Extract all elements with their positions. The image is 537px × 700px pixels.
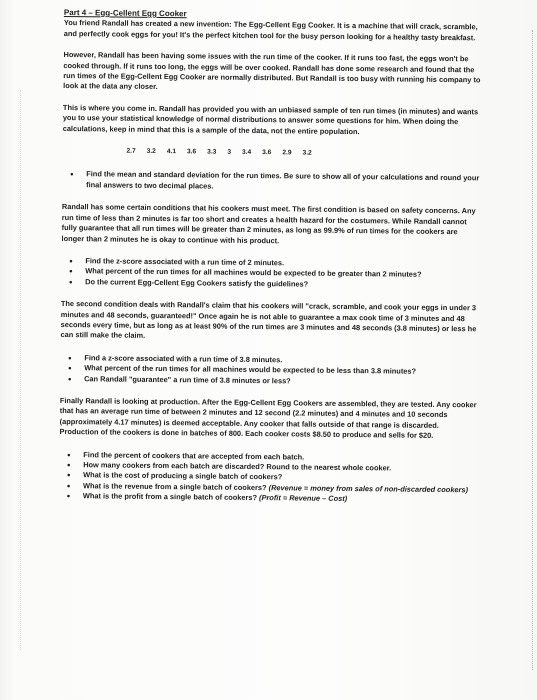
run-times-data	[126, 147, 480, 161]
run-time-value: 3	[227, 148, 232, 156]
question-list-3	[60, 353, 478, 389]
run-time-value: 3.6	[186, 148, 197, 156]
question-item: • Find the mean and standard deviation for the run times. Be sure to show all of your calculations and round your final answers to two decimal places.	[86, 170, 480, 195]
question-text: What is the revenue from a single batch of cookers?	[82, 481, 267, 492]
question-list-4	[59, 450, 478, 506]
profit-note: (Profit = Revenue – Cost)	[259, 493, 348, 504]
scan-shadow-right	[526, 30, 533, 670]
question-item: • How many cookers from each batch are discarded? Round to the nearest whole cooker.	[83, 460, 477, 475]
question-item: • Find the z-score associated with a run time of 2 minutes.	[85, 256, 479, 271]
run-time-value: 3.2	[302, 149, 312, 157]
condition-1-paragraph: Randall has some certain conditions that his cookers must meet. The first condition is based on safety concerns. Any run time of less than 2 minutes is far too short and creates a health hazard for the costumers. While Randall cannot fully guarantee that all run times will be greater than 2 minutes, as long as 99.9% of run times for the cookers are longer than 2 minutes he is okay to continue with his product.	[61, 202, 476, 245]
run-time-value: 3.2	[146, 147, 156, 156]
part-title: Part 4 – Egg-Cellent Egg Cooker	[63, 8, 187, 19]
question-item: • Do the current Egg-Cellent Egg Cookers satisfy the guidelines?	[85, 277, 479, 292]
question-item: • Find the percent of cookers that are accepted from each batch.	[83, 450, 477, 465]
question-item: • What percent of the run times for all machines would be expected to be less than 3.8 minutes?	[84, 363, 478, 378]
run-time-value: 3.4	[241, 148, 252, 157]
document-body	[59, 8, 482, 506]
production-paragraph: Finally Randall is looking at production. After the Egg-Cellent Egg Cookers are assembled, they are tested. Any cooker that has an average run time of between 2 minutes and 12 second (2.2 minutes) and 4 minutes and 10 seconds (approximately 4.17 minutes) is deemed acceptable. Any cooker that falls outside of that range is discarded. Production of the cookers is done in batches of 800. Each cooker costs $8.50 to produce and sells for $20.	[59, 395, 477, 441]
question-item: • What is the cost of producing a single batch of cookers?	[83, 471, 477, 486]
run-time-value: 2.7	[126, 147, 136, 155]
question-item: • Can Randall "guarantee" a run time of 3.8 minutes or less?	[84, 374, 478, 389]
task-paragraph: This is where you come in. Randall has provided you with an unbiased sample of ten run times (in minutes) and wants you to use your statistical knowledge of normal distributions to answer some questions for him. When doing the calculations, keep in mind that this is a sample of the data, not the entire population.	[62, 102, 479, 136]
question-list-1	[62, 169, 480, 194]
revenue-note: (Revenue = money from sales of non-discarded cookers)	[268, 482, 469, 495]
question-list-2	[61, 256, 479, 292]
scan-shadow-left	[20, 90, 23, 650]
run-time-value: 2.9	[282, 149, 292, 157]
run-time-value: 3.6	[262, 149, 272, 157]
question-item: • What percent of the run times for all machines would be expected to be greater than 2 minutes?	[85, 267, 479, 282]
issue-paragraph: However, Randall has been having some issues with the run time of the cooker. If it runs too fast, the eggs won't be cooked through. If it runs too long, the eggs will be over cooked. Randall has done some research and found that the run times of the Egg-Cellent Egg Cooker are normally distributed. But Randall is too busy with running his company to look at the data any closer.	[63, 50, 481, 92]
question-text: What is the profit from a single batch of cookers?	[82, 491, 258, 503]
run-time-value: 3.3	[207, 148, 217, 156]
question-item: • Find a z-score associated with a run time of 3.8 minutes.	[84, 353, 478, 368]
condition-2-paragraph: The second condition deals with Randall's claim that his cookers will "crack, scramble, and cook your eggs in under 3 minutes and 48 seconds, guaranteed!" Once again he is not able to guarantee a max cook time of 3 minutes and 48 seconds every time, but as long as at least 90% of the run times are 3 minutes and 48 seconds (3.8 minutes) or less he can still make the claim.	[60, 299, 477, 341]
run-time-value: 4.1	[166, 148, 177, 156]
intro-paragraph: You friend Randall has created a new invention: The Egg-Cellent Egg Cooker. It is a machine that will crack, scramble, and perfectly cook eggs for you! It's the perfect kitchen tool for the busy person looking for a healthy tasty breakfast.	[63, 18, 478, 43]
